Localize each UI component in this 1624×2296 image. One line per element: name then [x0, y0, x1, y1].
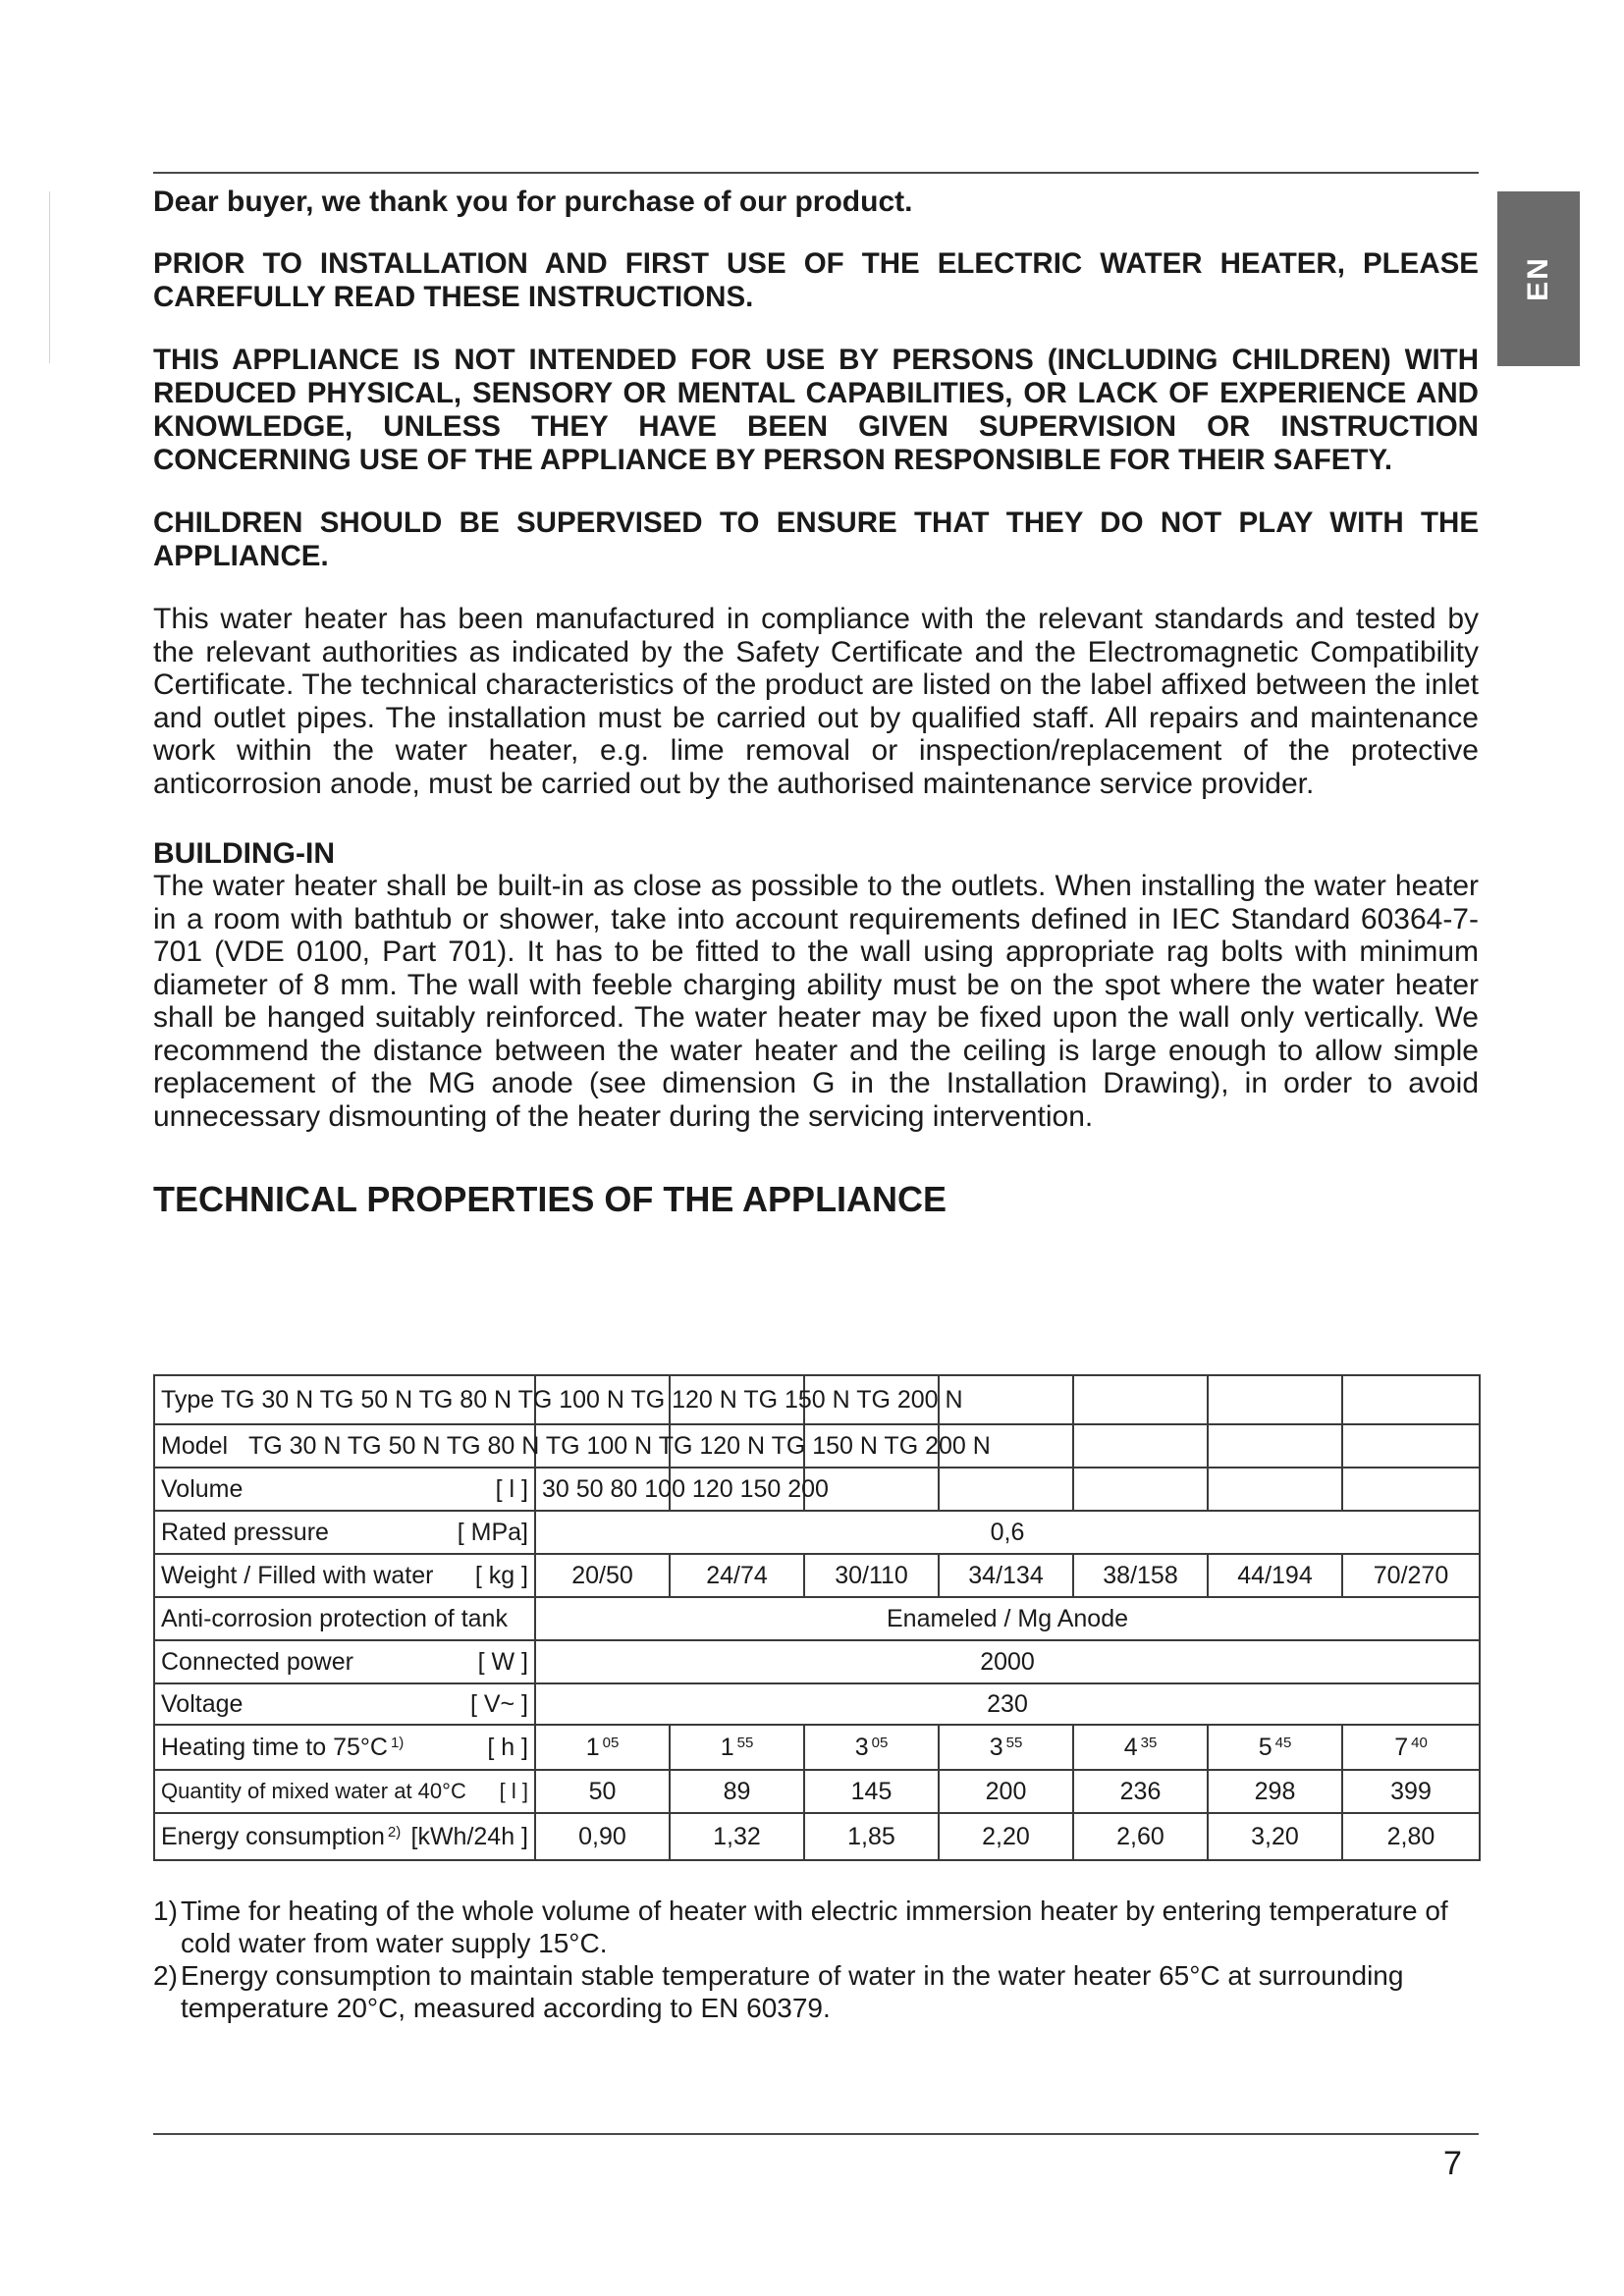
- weight-cell: 24/74: [670, 1554, 804, 1597]
- page-number: 7: [1443, 2145, 1462, 2182]
- weight-label: Weight / Filled with water: [161, 1561, 434, 1589]
- volume-label-cell: [154, 1468, 535, 1511]
- footnote-text: Time for heating of the whole volume of heater with electric immersion heater by entering temperature of cold water from water supply 15°C.: [181, 1896, 1448, 1958]
- energy-cell: 1,32: [670, 1813, 804, 1860]
- heating-time-cell: 1 $^{55}$: [670, 1725, 804, 1770]
- energy-cell: 2,20: [939, 1813, 1073, 1860]
- model-label: Model: [161, 1431, 229, 1460]
- greeting: Dear buyer, we thank you for purchase of our product.: [153, 186, 913, 218]
- mixed-cell: 50: [535, 1770, 670, 1813]
- energy-cell: 2,80: [1342, 1813, 1480, 1860]
- energy-unit: [kWh/24h ]: [410, 1822, 528, 1850]
- volume-values: 30 50 80 100 120 150 200: [542, 1474, 829, 1503]
- language-tab-label: EN: [1522, 256, 1554, 301]
- table-row-heating-time: [154, 1725, 1480, 1770]
- model-values: TG 30 N TG 50 N TG 80 N TG 100 N TG 120 N TG 150 N TG 200 N: [247, 1431, 991, 1460]
- weight-cell: 70/270: [1342, 1554, 1480, 1597]
- footnote-1: [153, 1895, 1479, 1959]
- building-in-heading: BUILDING-IN: [153, 837, 335, 870]
- table-row-model: [154, 1424, 1480, 1468]
- warning-children: CHILDREN SHOULD BE SUPERVISED TO ENSURE THAT THEY DO NOT PLAY WITH THE APPLIANCE.: [153, 507, 1479, 572]
- heating-unit: [ h ]: [487, 1733, 528, 1761]
- mixed-cell: 89: [670, 1770, 804, 1813]
- energy-footnote-ref: 2): [387, 1823, 402, 1841]
- footnote-number: 2): [153, 1960, 178, 1991]
- table-row-type: [154, 1375, 1480, 1424]
- weight-cell: 30/110: [804, 1554, 939, 1597]
- energy-cell: 1,85: [804, 1813, 939, 1860]
- pressure-value: 0,6: [535, 1511, 1480, 1554]
- mixed-cell: 399: [1342, 1770, 1480, 1813]
- volume-values-cell: [535, 1468, 829, 1511]
- heating-time-cell: 7 $^{40}$: [1342, 1725, 1480, 1770]
- energy-cell: 2,60: [1073, 1813, 1208, 1860]
- pressure-label-cell: [154, 1511, 535, 1554]
- table-row-volume: [154, 1468, 1480, 1511]
- bottom-rule: [153, 2133, 1479, 2135]
- table-row-pressure: [154, 1511, 1480, 1554]
- footnote-number: 1): [153, 1896, 178, 1926]
- volume-label: Volume: [161, 1474, 244, 1503]
- mixed-cell: 236: [1073, 1770, 1208, 1813]
- table-row-voltage: [154, 1683, 1480, 1725]
- voltage-unit: [ V~ ]: [469, 1689, 528, 1718]
- building-in-paragraph: The water heater shall be built-in as close as possible to the outlets. When installing the water heater in a room with bathtub or shower, take into account requirements defined in IEC Standard 60364-7-701 (VDE 0100, Part 701). It has to be fitted to the wall using appropriate rag bolts with minimum diameter of 8 mm. The wall with feeble charging ability must be on the spot where the water heater shall be hanged suitably reinforced. The water heater may be fixed upon the wall only vertically. We recommend the distance between the water heater and the ceiling is large enough to allow simple replacement of the MG anode (see dimension G in the Installation Drawing), in order to avoid unnecessary dismounting of the heater during the servicing intervention.: [153, 870, 1479, 1133]
- power-label: Connected power: [161, 1647, 353, 1676]
- weight-cell: 20/50: [535, 1554, 670, 1597]
- anticorrosion-label: Anti-corrosion protection of tank: [154, 1597, 535, 1640]
- anticorrosion-value: Enameled / Mg Anode: [535, 1597, 1480, 1640]
- mixed-cell: 145: [804, 1770, 939, 1813]
- heating-time-cell: 1 $^{05}$: [535, 1725, 670, 1770]
- language-tab: [1497, 191, 1580, 366]
- weight-cell: 44/194: [1208, 1554, 1342, 1597]
- table-row-power: [154, 1640, 1480, 1683]
- footnotes: [153, 1895, 1479, 2024]
- mixed-cell: 298: [1208, 1770, 1342, 1813]
- type-cell: [154, 1375, 963, 1424]
- weight-cell: 38/158: [1073, 1554, 1208, 1597]
- voltage-label-cell: [154, 1683, 535, 1725]
- heating-time-cell: 3 $^{05}$: [804, 1725, 939, 1770]
- power-unit: [ W ]: [477, 1647, 528, 1676]
- energy-cell: 0,90: [535, 1813, 670, 1860]
- type-row-text: Type TG 30 N TG 50 N TG 80 N TG 100 N TG 120 N TG 150 N TG 200 N: [161, 1385, 963, 1414]
- weight-cell: 34/134: [939, 1554, 1073, 1597]
- technical-title: TECHNICAL PROPERTIES OF THE APPLIANCE: [153, 1179, 947, 1219]
- main-content: [153, 185, 1479, 1219]
- volume-unit: [ l ]: [495, 1474, 528, 1503]
- top-rule: [153, 172, 1479, 174]
- footnote-text: Energy consumption to maintain stable temperature of water in the water heater 65°C at surrounding temperature 20°C, measured according to EN 60379.: [181, 1960, 1404, 2023]
- table-row-energy: [154, 1813, 1480, 1860]
- table-row-anticorrosion: [154, 1597, 1480, 1640]
- energy-label: Energy consumption: [161, 1822, 385, 1850]
- table-row-mixed-water: [154, 1770, 1480, 1813]
- left-margin-mark: [49, 191, 50, 363]
- mixed-label-cell: [154, 1770, 535, 1813]
- warning-install: PRIOR TO INSTALLATION AND FIRST USE OF THE ELECTRIC WATER HEATER, PLEASE CAREFULLY READ THESE INSTRUCTIONS.: [153, 247, 1479, 313]
- energy-label-cell: [154, 1813, 535, 1860]
- mixed-label: Quantity of mixed water at 40°C: [161, 1779, 466, 1803]
- table-row-weight: [154, 1554, 1480, 1597]
- mixed-cell: 200: [939, 1770, 1073, 1813]
- model-label-cell: [154, 1424, 991, 1468]
- heating-label: Heating time to 75°C: [161, 1733, 388, 1761]
- pressure-label: Rated pressure: [161, 1518, 329, 1546]
- footnote-2: [153, 1959, 1479, 2024]
- power-label-cell: [154, 1640, 535, 1683]
- energy-cell: 3,20: [1208, 1813, 1342, 1860]
- weight-unit: [ kg ]: [474, 1561, 528, 1589]
- heating-time-cell: 4 $^{35}$: [1073, 1725, 1208, 1770]
- technical-table: [153, 1374, 1481, 1861]
- heating-time-cell: 3 $^{55}$: [939, 1725, 1073, 1770]
- mixed-unit: [ l ]: [499, 1779, 528, 1803]
- heating-time-cell: 5 $^{45}$: [1208, 1725, 1342, 1770]
- voltage-value: 230: [535, 1683, 1480, 1725]
- compliance-paragraph: This water heater has been manufactured in compliance with the relevant standards and tested by the relevant authorities as indicated by the Safety Certificate and the Electromagnetic Compatibility Certificate. The technical characteristics of the product are listed on the label affixed between the inlet and outlet pipes. The installation must be carried out by qualified staff. All repairs and maintenance work within the water heater, e.g. lime removal or inspection/replacement of the protective anticorrosion anode, must be carried out by the authorised maintenance service provider.: [153, 603, 1479, 800]
- voltage-label: Voltage: [161, 1689, 244, 1718]
- power-value: 2000: [535, 1640, 1480, 1683]
- heating-label-cell: [154, 1725, 535, 1770]
- pressure-unit: [ MPa]: [457, 1518, 528, 1546]
- weight-label-cell: [154, 1554, 535, 1597]
- heating-footnote-ref: 1): [390, 1734, 405, 1751]
- warning-persons: THIS APPLIANCE IS NOT INTENDED FOR USE BY PERSONS (INCLUDING CHILDREN) WITH REDUCED PHYSICAL, SENSORY OR MENTAL CAPABILITIES, OR LACK OF EXPERIENCE AND KNOWLEDGE, UNLESS THEY HAVE BEEN GIVEN SUPERVISION OR INSTRUCTION CONCERNING USE OF THE APPLIANCE BY PERSON RESPONSIBLE FOR THEIR SAFETY.: [153, 344, 1479, 476]
